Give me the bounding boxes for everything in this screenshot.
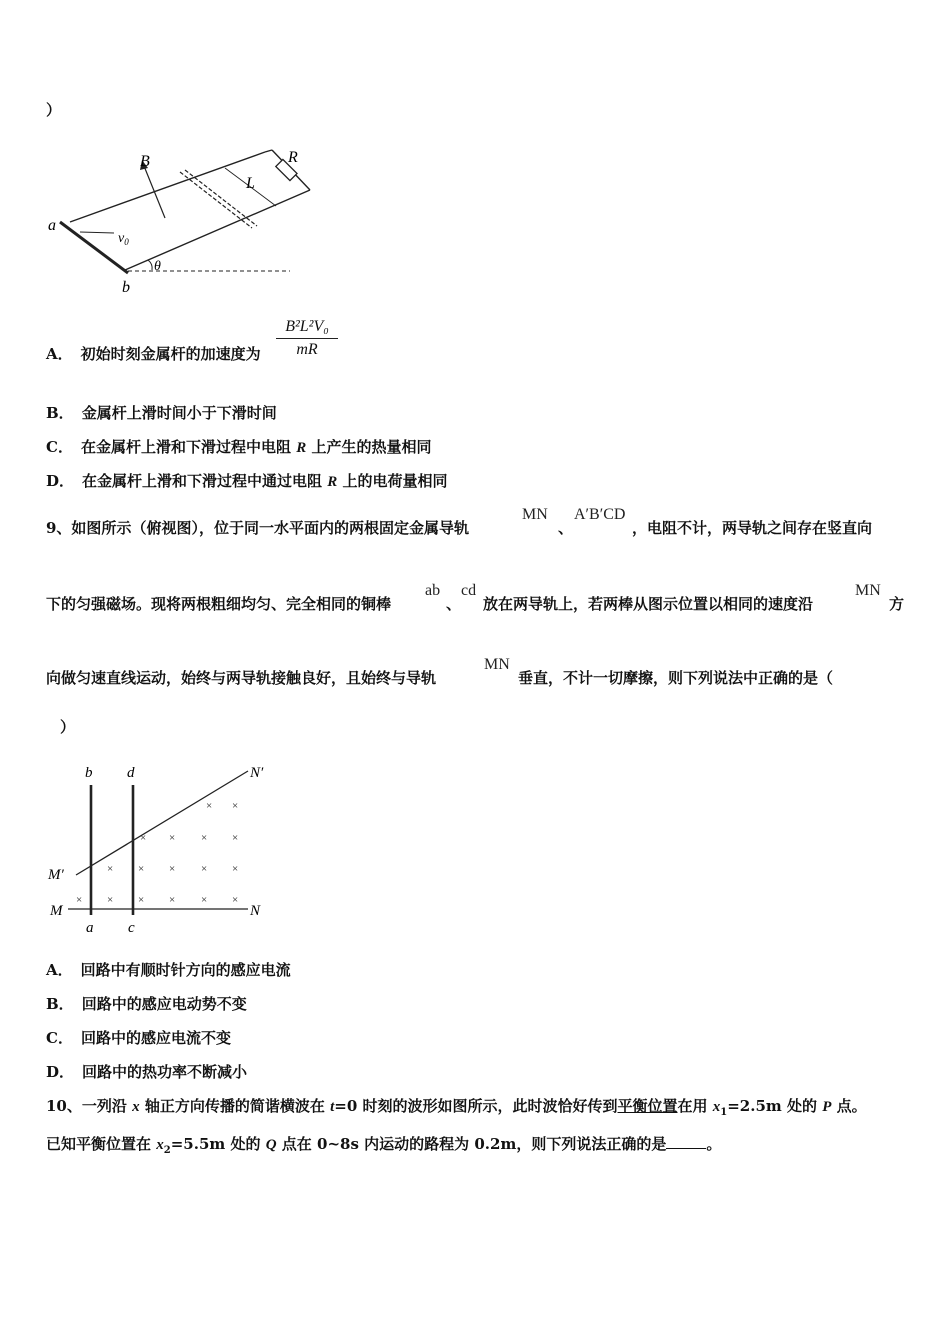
svg-text:×: × — [138, 894, 145, 906]
label-n-prime: N′ — [250, 765, 264, 781]
svg-text:×: × — [201, 832, 208, 844]
svg-text:×: × — [169, 863, 176, 875]
svg-text:×: × — [232, 863, 239, 875]
label-m: M — [50, 903, 63, 919]
label-a: a — [48, 217, 56, 234]
svg-text:×: × — [138, 863, 145, 875]
label-m-prime: M′ — [48, 867, 64, 883]
label-length: L — [246, 175, 255, 192]
q9-abcd: A′B′CD — [574, 506, 626, 523]
label-n: N — [250, 903, 261, 919]
answer-blank[interactable] — [666, 1134, 706, 1149]
q10-line-1: 10、一列沿 x 轴正方向传播的简谐横波在 t=0 时刻的波形如图所示，此时波恰好传到平衡位置在用 $x_1=2.5m$ 处的 P 点。 — [46, 1097, 867, 1118]
svg-text:×: × — [201, 863, 208, 875]
label-resistor: R — [288, 149, 298, 166]
label-b: b — [85, 765, 93, 781]
svg-text:×: × — [232, 832, 239, 844]
svg-text:×: × — [107, 863, 114, 875]
label-d: d — [127, 765, 135, 781]
svg-text:×: × — [201, 894, 208, 906]
q9-line-4: ） — [60, 718, 76, 736]
q9-line-3: 向做匀速直线运动，始终与两导轨接触良好，且始终与导轨 — [46, 669, 437, 687]
label-c: c — [128, 920, 135, 936]
label-b: b — [122, 279, 130, 296]
q9-option-d[interactable]: D． 回路中的热功率不断减小 — [46, 1063, 248, 1081]
closing-paren: ） — [46, 101, 62, 119]
q10-line-2: 已知平衡位置在 $x_2=5.5m$ 处的 Q 点在 0~8s 内运动的路程为 0.2m，则下列说法正确的是 。 — [46, 1135, 722, 1156]
fraction-acceleration: $\frac{\text{B²L²V₀}}{mR}$ — [276, 318, 338, 359]
q9-line-2: 下的匀强磁场。现将两根粗细均匀、完全相同的铜棒 — [46, 595, 392, 613]
b-field-arrow — [144, 166, 165, 218]
svg-text:×: × — [232, 894, 239, 906]
rail-upper — [70, 152, 265, 222]
rod-ab — [60, 222, 128, 273]
label-v0: $v_0$ — [118, 231, 129, 247]
svg-text:×: × — [107, 894, 114, 906]
figure-top-view-rails — [40, 755, 280, 940]
label-b-field: B — [140, 153, 150, 170]
q9-line-1: 9、如图所示（俯视图），位于同一水平面内的两根固定金属导轨 — [46, 519, 469, 537]
q8-option-d[interactable]: D． 在金属杆上滑和下滑过程中通过电阻 R 上的电荷量相同 — [46, 472, 448, 490]
q8-option-b[interactable]: B． 金属杆上滑时间小于下滑时间 — [46, 404, 277, 422]
label-theta: θ — [154, 259, 161, 274]
q8-option-c[interactable]: C． 在金属杆上滑和下滑过程中电阻 R 上产生的热量相同 — [46, 438, 432, 456]
svg-text:×: × — [169, 894, 176, 906]
rail-mpnp — [76, 771, 248, 875]
magnetic-field-crosses — [76, 800, 238, 906]
q9-mn-1: MN — [522, 506, 548, 523]
svg-text:×: × — [76, 894, 83, 906]
svg-text:×: × — [232, 800, 239, 812]
svg-text:×: × — [206, 800, 213, 812]
svg-text:×: × — [140, 832, 147, 844]
figure-inclined-rails — [40, 140, 320, 300]
svg-text:×: × — [169, 832, 176, 844]
q9-option-c[interactable]: C． 回路中的感应电流不变 — [46, 1029, 231, 1047]
rail-lower — [125, 190, 310, 270]
q9-option-b[interactable]: B． 回路中的感应电动势不变 — [46, 995, 247, 1013]
label-a: a — [86, 920, 94, 936]
q9-option-a[interactable]: A． 回路中有顺时针方向的感应电流 — [46, 961, 291, 979]
q8-option-a[interactable]: A． 初始时刻金属杆的加速度为 — [46, 345, 261, 363]
